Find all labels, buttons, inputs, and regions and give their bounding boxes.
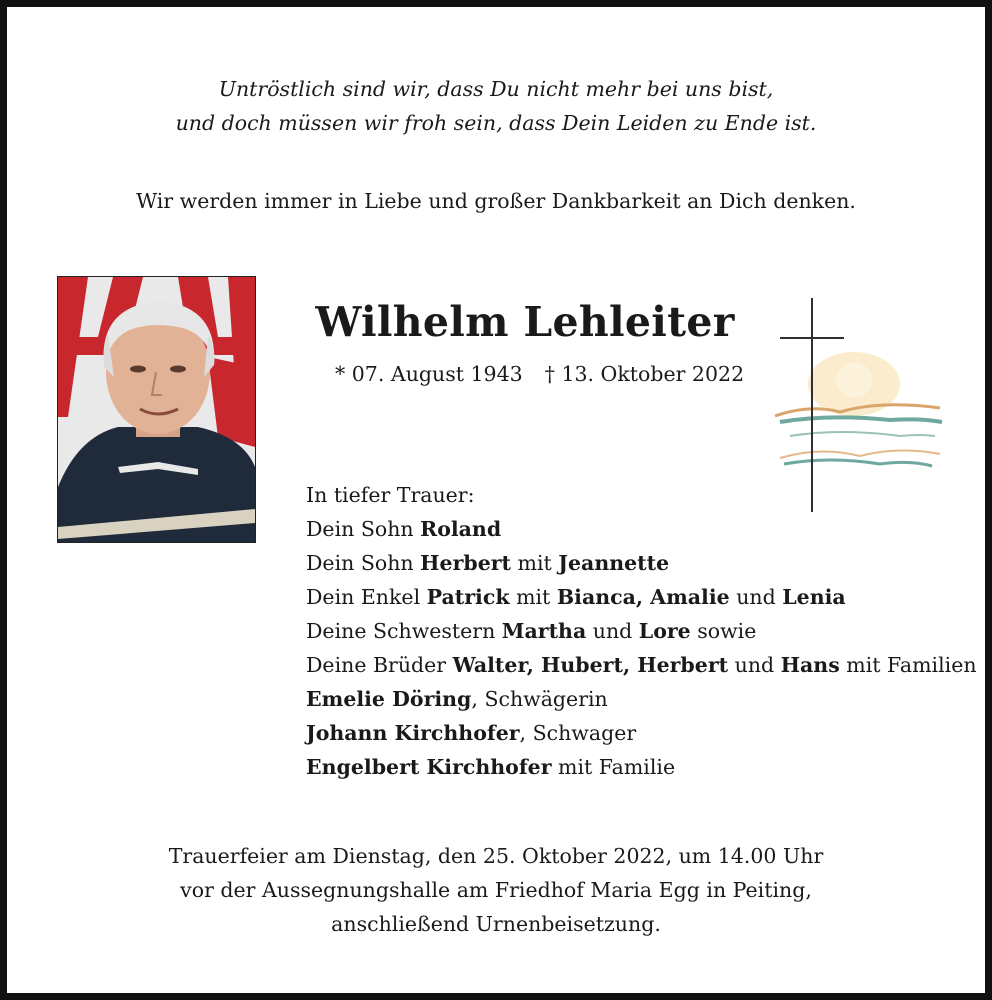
- verse-line-2: und doch müssen wir froh sein, dass Dein Leiden zu Ende ist.: [175, 111, 817, 135]
- mourner-text: und: [728, 653, 781, 677]
- mourner-text: mit Familie: [551, 755, 676, 779]
- life-dates: [335, 362, 744, 386]
- mourner-name: Walter, Hubert, Herbert: [452, 653, 729, 677]
- mourners-list: [306, 478, 977, 784]
- mourner-text: , Schwägerin: [471, 687, 608, 711]
- mourner-line: [306, 648, 977, 682]
- mourner-text: Dein Enkel: [306, 585, 427, 609]
- mourner-text: und: [729, 585, 783, 609]
- mourner-line: [306, 546, 977, 580]
- mourner-name: Jeannette: [558, 551, 670, 575]
- verse: [0, 72, 992, 140]
- ceremony-line-2: vor der Aussegnungshalle am Friedhof Maria Egg in Peiting,: [180, 878, 812, 902]
- mourner-line: [306, 580, 977, 614]
- mourner-text: Dein Sohn: [306, 551, 421, 575]
- mourner-name: Engelbert Kirchhofer: [306, 755, 552, 779]
- mourner-line: [306, 716, 977, 750]
- verse-line-1: Untröstlich sind wir, dass Du nicht mehr bei uns bist,: [218, 77, 774, 101]
- mourner-line: [306, 750, 977, 784]
- mourner-text: mit Familien: [839, 653, 977, 677]
- mourner-name: Hans: [780, 653, 840, 677]
- mourner-name: Bianca, Amalie: [556, 585, 730, 609]
- portrait-photo: [57, 276, 256, 543]
- mourner-text: sowie: [690, 619, 757, 643]
- mourner-name: Johann Kirchhofer: [306, 721, 520, 745]
- mourner-name: Herbert: [420, 551, 512, 575]
- mourner-text: Deine Brüder: [306, 653, 453, 677]
- mourner-name: Patrick: [426, 585, 510, 609]
- ceremony-line-1: Trauerfeier am Dienstag, den 25. Oktober 2022, um 14.00 Uhr: [168, 844, 824, 868]
- mourner-name: Martha: [501, 619, 587, 643]
- verse-line-3: Wir werden immer in Liebe und großer Dankbarkeit an Dich denken.: [136, 189, 856, 213]
- mourner-lines: [306, 512, 977, 784]
- mourner-name: Emelie Döring: [306, 687, 472, 711]
- mourner-name: Lenia: [782, 585, 846, 609]
- mourner-text: und: [586, 619, 639, 643]
- deceased-name: Wilhelm Lehleiter: [315, 298, 735, 346]
- mourner-text: , Schwager: [519, 721, 637, 745]
- ceremony-line-3: anschließend Urnenbeisetzung.: [331, 912, 661, 936]
- mourner-line: [306, 512, 977, 546]
- mourner-line: [306, 682, 977, 716]
- mourner-name: Roland: [420, 517, 502, 541]
- mourner-text: Dein Sohn: [306, 517, 421, 541]
- verse-closing: [0, 184, 992, 218]
- birth-date: * 07. August 1943: [335, 362, 523, 386]
- mourner-name: Lore: [638, 619, 691, 643]
- ceremony-info: [0, 839, 992, 941]
- mourner-text: mit: [509, 585, 557, 609]
- death-date: † 13. Oktober 2022: [544, 362, 745, 386]
- mourner-line: [306, 614, 977, 648]
- mourners-intro: In tiefer Trauer:: [306, 483, 475, 507]
- mourner-text: Deine Schwestern: [306, 619, 502, 643]
- mourner-text: mit: [511, 551, 559, 575]
